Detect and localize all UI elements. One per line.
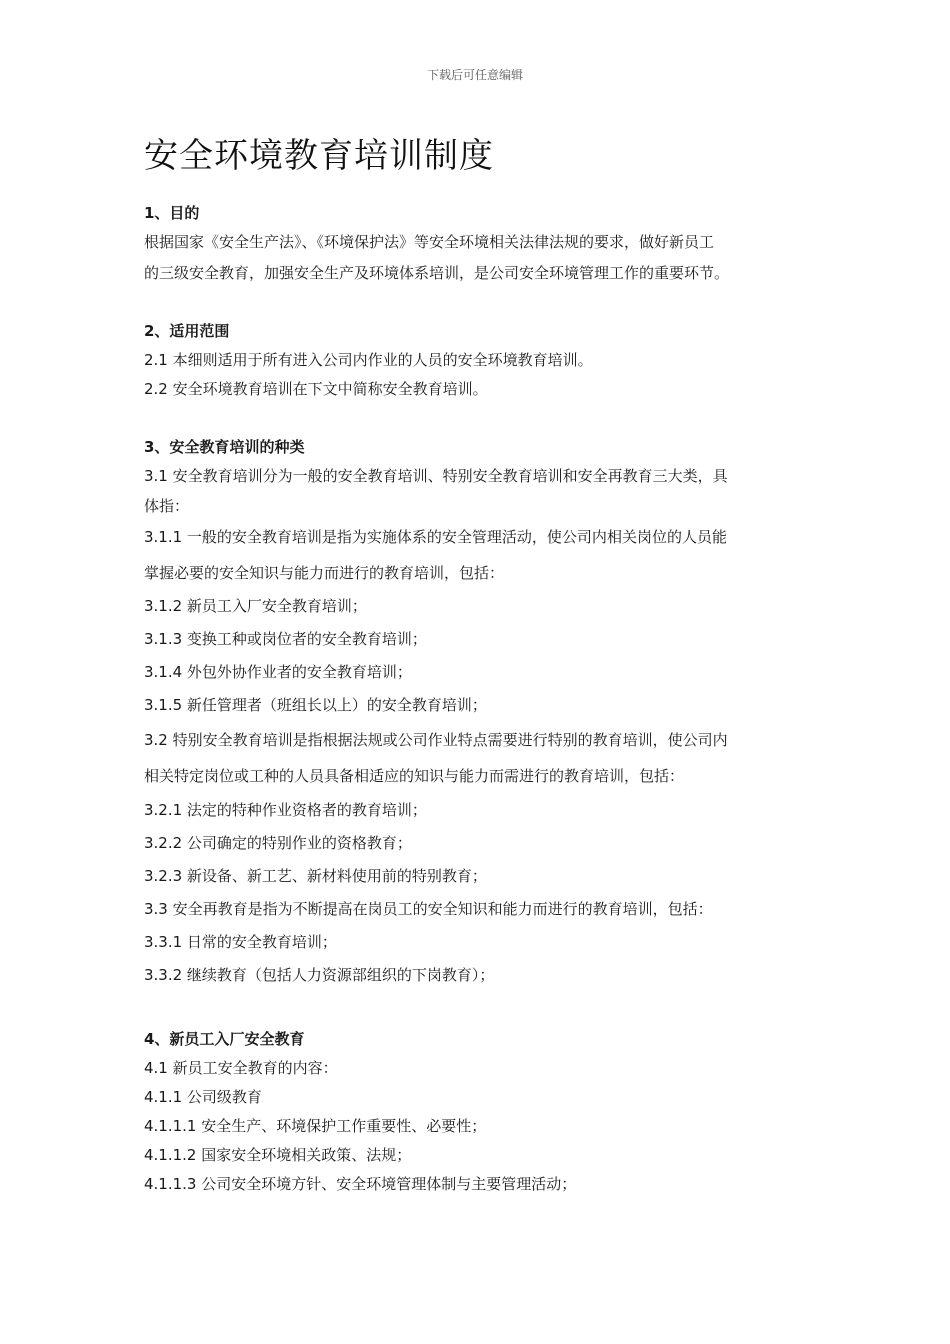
item-2-1: 2.1 本细则适用于所有进入公司内作业的人员的安全环境教育培训。 [144,351,593,369]
item-3-2-line-1: 3.2 特别安全教育培训是指根据法规或公司作业特点需要进行特别的教育培训，使公司内 [144,731,728,749]
item-3-1-line-1: 3.1 安全教育培训分为一般的安全教育培训、特别安全教育培训和安全再教育三大类，具 [144,467,728,485]
item-3-1-4: 3.1.4 外包外协作业者的安全教育培训； [144,663,412,681]
item-3-3-1: 3.3.1 日常的安全教育培训； [144,933,337,951]
section-3-heading: 3、安全教育培训的种类 [144,438,305,456]
item-4-1-1-3: 4.1.1.3 公司安全环境方针、安全环境管理体制与主要管理活动； [144,1175,577,1193]
item-4-1: 4.1 新员工安全教育的内容： [144,1059,338,1077]
section-1-paragraph-line-1: 根据国家《安全生产法》、《环境保护法》等安全环境相关法律法规的要求，做好新员工 [144,233,715,251]
item-3-1-3: 3.1.3 变换工种或岗位者的安全教育培训； [144,630,427,648]
item-3-2-1: 3.2.1 法定的特种作业资格者的教育培训； [144,801,427,819]
section-4-heading: 4、新员工入厂安全教育 [144,1030,305,1048]
item-3-1-5: 3.1.5 新任管理者（班组长以上）的安全教育培训； [144,696,487,714]
item-4-1-1-1: 4.1.1.1 安全生产、环境保护工作重要性、必要性； [144,1117,487,1135]
item-4-1-1-2: 4.1.1.2 国家安全环境相关政策、法规； [144,1146,412,1164]
item-3-2-line-2: 相关特定岗位或工种的人员具备相适应的知识与能力而需进行的教育培训，包括： [144,767,685,785]
section-1-paragraph-line-2: 的三级安全教育，加强安全生产及环境体系培训，是公司安全环境管理工作的重要环节。 [144,264,730,282]
item-3-2-3: 3.2.3 新设备、新工艺、新材料使用前的特别教育； [144,867,487,885]
header-note: 下载后可任意编辑 [426,68,523,82]
item-4-1-1: 4.1.1 公司级教育 [144,1088,262,1106]
item-3-2-2: 3.2.2 公司确定的特别作业的资格教育； [144,834,412,852]
item-2-2: 2.2 安全环境教育培训在下文中简称安全教育培训。 [144,380,488,398]
item-3-3-2: 3.3.2 继续教育（包括人力资源部组织的下岗教育）； [144,966,495,984]
item-3-1-line-2: 体指： [144,497,190,515]
item-3-3: 3.3 安全再教育是指为不断提高在岗员工的安全知识和能力而进行的教育培训，包括： [144,900,713,918]
item-3-1-1-line-1: 3.1.1 一般的安全教育培训是指为实施体系的安全管理活动，使公司内相关岗位的人员能 [144,528,727,546]
item-3-1-1-line-2: 掌握必要的安全知识与能力而进行的教育培训，包括： [144,564,505,582]
document-title: 安全环境教育培训制度 [144,136,494,176]
section-2-heading: 2、适用范围 [144,322,230,340]
section-1-heading: 1、目的 [144,204,200,222]
item-3-1-2: 3.1.2 新员工入厂安全教育培训； [144,597,367,615]
